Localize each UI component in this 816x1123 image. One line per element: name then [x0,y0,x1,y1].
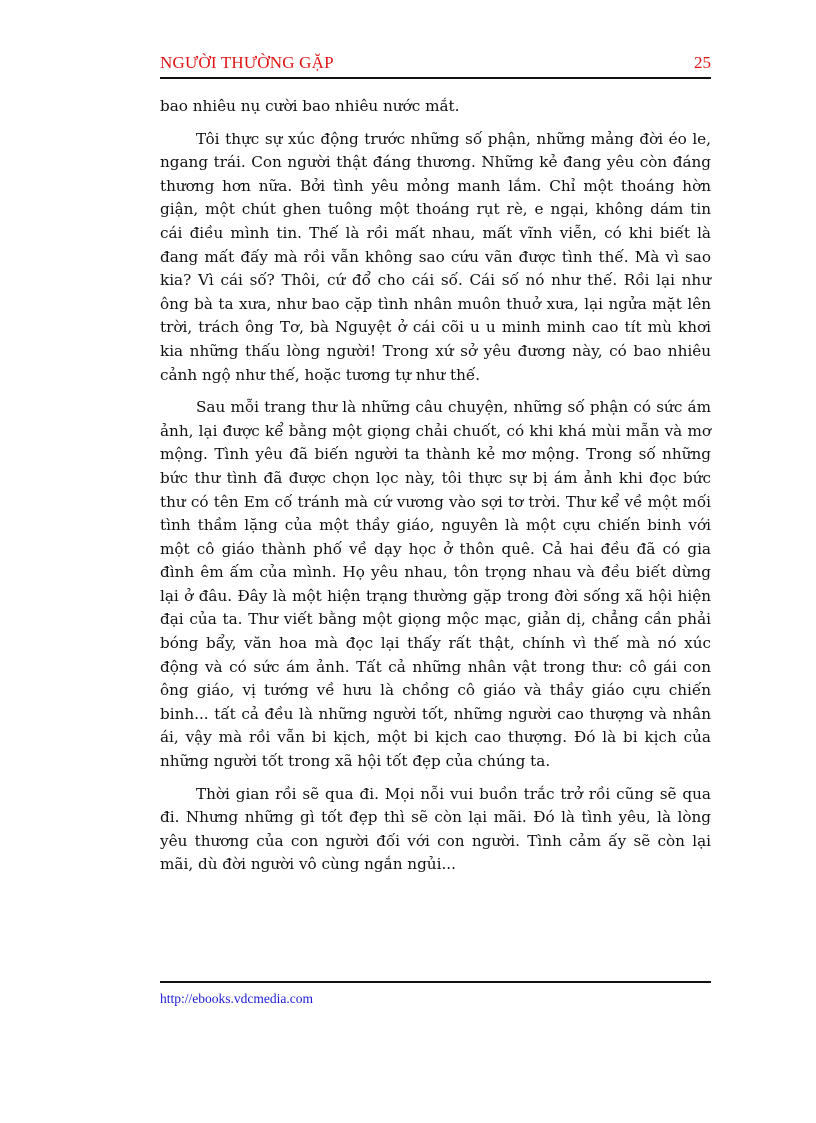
paragraph-continuation: bao nhiêu nụ cười bao nhiêu nước mắt. [160,97,460,115]
paragraph: Sau mỗi trang thư là những câu chuyện, những số phận có sức ám ảnh, lại được kể bằng một giọng chải chuốt, có khi khá mùi mẫn và mơ mộng. Tình yêu đã biến người ta thành kẻ mơ mộng. Trong số những bức thư tình đã được chọn lọc này, tôi thực sự bị ám ảnh khi đọc bức thư có tên Em cố tránh mà cứ vương vào sợi tơ trời. Thư kể về một mối tình thầm lặng của một thầy giáo, nguyên là một cựu chiến binh với một cô giáo thành phố về dạy học ở thôn quê. Cả hai đều đã có gia đình êm ấm của mình. Họ yêu nhau, tôn trọng nhau và đều biết dừng lại ở đâu. Đây là một hiện trạng thường gặp trong đời sống xã hội hiện đại của ta. Thư viết bằng một giọng mộc mạc, giản dị, chẳng cần phải bóng bẩy, văn hoa mà đọc lại thấy rất thật, chính vì thế mà nó xúc động và có sức ám ảnh. Tất cả những nhân vật trong thư: cô gái con ông giáo, vị tướng về hưu là chồng cô giáo và thầy giáo cựu chiến binh... tất cả đều là những người tốt, những người cao thượng và nhân ái, vậy mà rồi vẫn bi kịch, một bi kịch cao thượng. Đó là bi kịch của những người tốt trong xã hội tốt đẹp của chúng ta. [160,398,711,771]
page-header [160,53,711,79]
footer-link[interactable]: http://ebooks.vdcmedia.com [160,991,313,1006]
page-number: 25 [694,53,711,72]
running-title: NGƯỜI THƯỜNG GẶP [160,53,334,72]
paragraph: Thời gian rồi sẽ qua đi. Mọi nỗi vui buồn trắc trở rồi cũng sẽ qua đi. Nhưng những gì tốt đẹp thì sẽ còn lại mãi. Đó là tình yêu, là lòng yêu thương của con người đối với con người. Tình cảm ấy sẽ còn lại mãi, dù đời người vô cùng ngắn ngủi... [160,784,711,874]
paragraph: Tôi thực sự xúc động trước những số phận, những mảng đời éo le, ngang trái. Con người thật đáng thương. Những kẻ đang yêu còn đáng thương hơn nữa. Bởi tình yêu mỏng manh lắm. Chỉ một thoáng hờn giận, một chút ghen tuông một thoáng rụt rè, e ngại, không dám tin cái điều mình tin. Thế là rồi mất nhau, mất vĩnh viễn, có khi biết là đang mất đấy mà rồi vẫn không sao cứu vãn được tình thế. Mà vì sao kia? Vì cái số? Thôi, cứ đổ cho cái số. Cái số nó như thế. Rồi lại như ông bà ta xưa, như bao cặp tình nhân muôn thuở xưa, lại ngửa mặt lên trời, trách ông Tơ, bà Nguyệt ở cái cõi u u minh minh cao tít mù khơi kia những thấu lòng người! Trong xứ sở yêu đương này, có bao nhiêu cảnh ngộ như thế, hoặc tương tự như thế. [160,129,711,384]
body-text [160,95,711,886]
footer-divider [160,981,711,983]
